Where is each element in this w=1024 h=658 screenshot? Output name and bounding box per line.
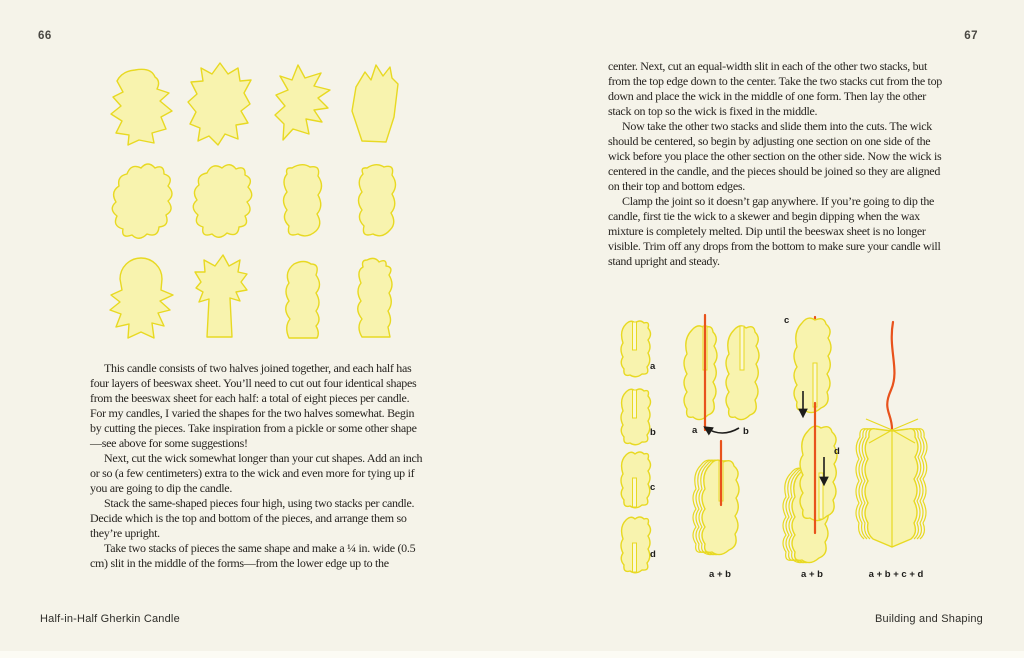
finished-candle: [856, 419, 927, 547]
shape-pentagon-crown: [352, 65, 398, 142]
label-piece-a: a: [650, 361, 656, 372]
shape-row-3: [110, 255, 392, 338]
label-piece-b: b: [650, 427, 656, 438]
page-number-left: 66: [38, 30, 52, 42]
insert-piece-d: [800, 426, 837, 520]
label-assembly-ab-2: a + b: [801, 569, 823, 580]
paragraph: Next, cut the wick somewhat longer than your cut shapes. Add an inch or so (a few centimeters) extra to the wick and even more for tying up if you are going to dip the candle.: [90, 451, 423, 495]
wick-wavy: [887, 322, 894, 429]
shape-wavy-column-3: [286, 262, 320, 339]
shape-circle-starburst: [110, 258, 173, 338]
shape-templates-figure: [95, 55, 415, 345]
label-piece-d: d: [650, 549, 656, 560]
insert-piece-c: [794, 318, 831, 412]
shape-starburst-column: [195, 255, 247, 337]
paragraph: Take two stacks of pieces the same shape and make a ¼ in. wide (0.5 cm) slit in the middle of the forms—from the lower edge up to the: [90, 541, 416, 570]
left-page-body: [90, 361, 426, 571]
assembly-diagram: [600, 305, 1000, 585]
exploded-half-a: [684, 326, 717, 420]
paragraph: Clamp the joint so it doesn’t gap anywhere. If you’re going to dip the candle, first tie the wick to a skewer and begin dipping when the wax mixture is completely melted. Dip until the beeswax sheet is no longer visible. Trim off any drops from the bottom to make sure your candle will stand upright and steady.: [608, 194, 941, 268]
paragraph: This candle consists of two halves joined together, and each half has four layers of beeswax sheet. You’ll need to cut out four identical shapes from the beeswax sheet for each half: a total of eight pieces per candle. For my candles, I varied the shapes for the two halves somewhat. Begin by cutting the pieces. Take inspiration from a pickle or some other shape—see above for some suggestions!: [90, 361, 417, 450]
paragraph: Stack the same-shaped pieces four high, using two stacks per candle. Decide which is the top and bottom of the pieces, and arrange them so they’re upright.: [90, 496, 415, 540]
paragraph: Now take the other two stacks and slide them into the cuts. The wick should be centered, so begin by adjusting one section on one side of the wick before you place the other section on the other side. Now the wick is centered in the candle, and the pieces should be joined so they are aligned on their top and bottom edges.: [608, 119, 942, 193]
footer-chapter-title: Half-in-Half Gherkin Candle: [40, 613, 180, 625]
shape-spiky-tall: [188, 63, 251, 145]
shape-wavy-column-4: [358, 258, 392, 337]
piece-d-cutout: [621, 517, 651, 573]
label-half-b: b: [743, 426, 749, 437]
piece-a-cutout: [621, 321, 651, 377]
page-number-right: 67: [964, 30, 978, 42]
label-assembly-abcd: a + b + c + d: [868, 569, 924, 580]
label-piece-c: c: [650, 482, 656, 493]
stack-a-plus-b: [693, 441, 739, 555]
join-arrow: [706, 428, 739, 433]
shape-row-1: [111, 63, 398, 145]
shape-bumpy-cloud-1: [112, 164, 172, 238]
piece-b-cutout: [621, 389, 651, 445]
footer-section-title: Building and Shaping: [875, 613, 983, 625]
label-insert-d: d: [834, 446, 840, 457]
label-half-a: a: [692, 425, 698, 436]
paragraph: center. Next, cut an equal-width slit in each of the other two stacks, but from the top edge down to the center. Take the two stacks cut from the top down and place the wick in the middle of one form. Then lay the other stack on top so the wick is fixed in the middle.: [608, 59, 942, 118]
exploded-half-b: [726, 326, 759, 420]
shape-zigzag: [275, 65, 330, 140]
shape-wavy-column-1: [284, 165, 322, 236]
shape-bumpy-cloud-2: [193, 165, 252, 238]
label-assembly-ab-1: a + b: [709, 569, 731, 580]
right-page-body: [608, 59, 944, 269]
label-insert-c: c: [784, 315, 790, 326]
shape-row-2: [112, 164, 395, 238]
piece-c-cutout: [621, 452, 651, 508]
page-bottom-edge: [0, 651, 1024, 658]
shape-blob-jagged: [111, 69, 172, 145]
shape-wavy-column-2: [359, 165, 396, 236]
